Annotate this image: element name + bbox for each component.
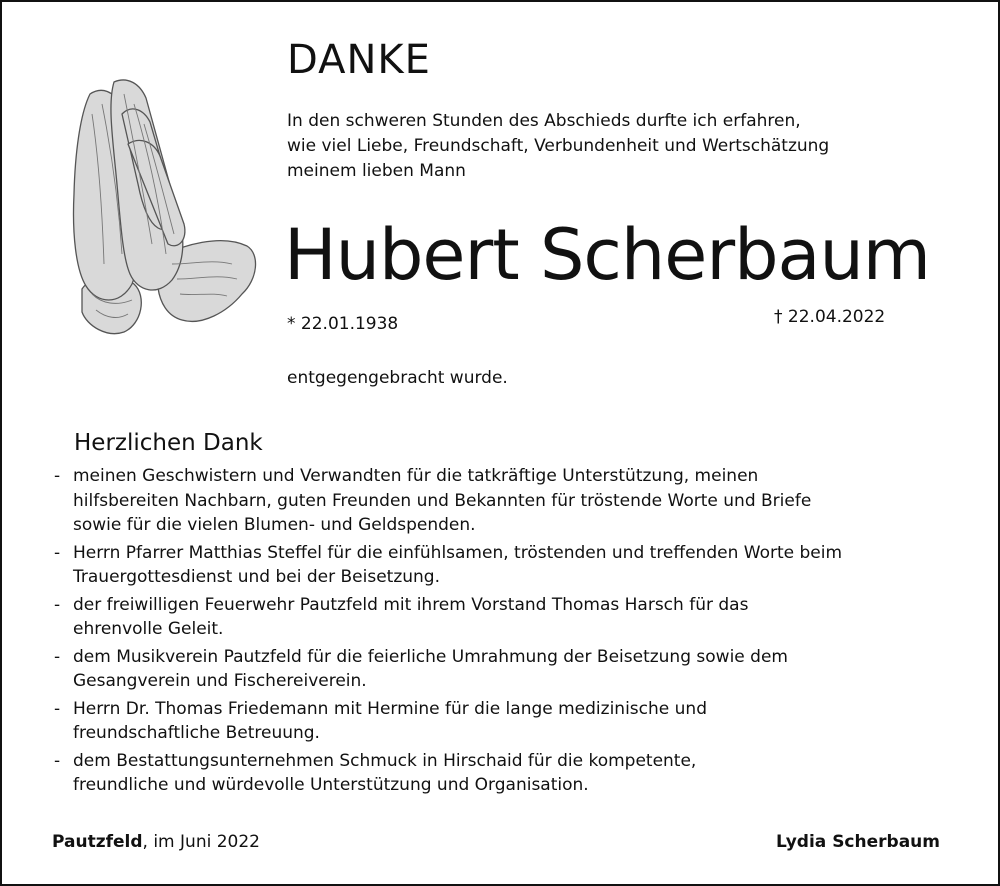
- intro-text: [287, 109, 829, 184]
- list-item-line: der freiwilligen Feuerwehr Pautzfeld mit ihrem Vorstand Thomas Harsch für das: [73, 594, 749, 615]
- page-title: DANKE: [287, 37, 431, 83]
- list-item: [40, 645, 960, 694]
- closing-line: entgegengebracht wurde.: [287, 368, 508, 388]
- thanks-list: [40, 464, 960, 801]
- intro-line: In den schweren Stunden des Abschieds durfte ich erfahren,: [287, 111, 801, 131]
- list-item-text: [73, 749, 960, 798]
- footer-place: Pautzfeld: [52, 832, 143, 852]
- intro-line: meinem lieben Mann: [287, 161, 466, 181]
- list-item-line: hilfsbereiten Nachbarn, guten Freunden und Bekannten für tröstende Worte und Briefe: [73, 490, 812, 511]
- list-item: [40, 541, 960, 590]
- deceased-name: Hubert Scherbaum: [284, 214, 930, 296]
- list-item-text: [73, 541, 960, 590]
- birth-date: * 22.01.1938: [287, 314, 399, 334]
- death-date: † 22.04.2022: [774, 307, 886, 327]
- footer-date: , im Juni 2022: [142, 832, 260, 852]
- praying-hands-icon: [62, 74, 262, 344]
- list-item: [40, 593, 960, 642]
- intro-line: wie viel Liebe, Freundschaft, Verbundenheit und Wertschätzung: [287, 136, 830, 156]
- list-dash: -: [54, 698, 61, 719]
- list-item-text: [73, 593, 960, 642]
- footer-place-date: [52, 832, 260, 852]
- list-dash: -: [54, 466, 61, 486]
- list-item-line: Herrn Pfarrer Matthias Steffel für die einfühlsamen, tröstenden und treffenden Worte beim: [73, 542, 843, 563]
- list-item-line: Herrn Dr. Thomas Friedemann mit Hermine für die lange medizinische und: [73, 698, 707, 719]
- list-item-line: freundliche und würdevolle Unterstützung und Organisation.: [73, 775, 589, 795]
- list-item-line: Trauergottesdienst und bei der Beisetzung.: [73, 567, 440, 587]
- list-item-line: dem Musikverein Pautzfeld für die feierliche Umrahmung der Beisetzung sowie dem: [73, 646, 788, 667]
- list-item-line: ehrenvolle Geleit.: [73, 619, 224, 639]
- footer-signature: Lydia Scherbaum: [776, 832, 940, 852]
- list-item-line: Gesangverein und Fischereiverein.: [73, 671, 367, 691]
- list-item-line: sowie für die vielen Blumen- und Geldspenden.: [73, 515, 476, 535]
- list-item-line: dem Bestattungsunternehmen Schmuck in Hirschaid für die kompetente,: [73, 750, 697, 771]
- list-item: [40, 464, 960, 538]
- list-dash: -: [54, 594, 61, 615]
- list-dash: -: [54, 646, 61, 667]
- list-item-text: [73, 464, 960, 538]
- list-item-line: meinen Geschwistern und Verwandten für die tatkräftige Unterstützung, meinen: [73, 466, 759, 486]
- list-item-line: freundschaftliche Betreuung.: [73, 723, 320, 743]
- list-item-text: [73, 697, 960, 746]
- list-item: [40, 749, 960, 798]
- list-dash: -: [54, 542, 61, 563]
- thanks-heading: Herzlichen Dank: [74, 430, 263, 456]
- list-item: [40, 697, 960, 746]
- list-item-text: [73, 645, 960, 694]
- list-dash: -: [54, 750, 61, 771]
